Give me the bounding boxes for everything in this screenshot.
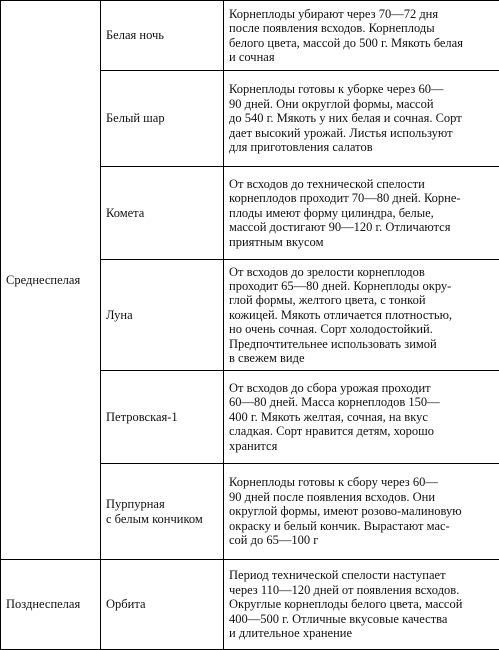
description-line: От всходов до технической спелости xyxy=(229,177,494,191)
description-line: до 540 г. Мякоть у них белая и сочная. Сорт xyxy=(229,111,494,125)
variety-name-cell xyxy=(101,167,224,260)
variety-description-cell xyxy=(224,1,499,71)
description-line: округлой формы, имеют розово-малиновую xyxy=(229,504,494,518)
variety-name: Белая ночь xyxy=(106,28,218,43)
variety-description-cell xyxy=(224,371,499,464)
description-line: сой до 65—100 г xyxy=(229,533,494,547)
variety-name-cell xyxy=(101,1,224,71)
description-line: глой формы, желтого цвета, с тонкой xyxy=(229,293,494,307)
description-line: и сочная xyxy=(229,50,494,64)
variety-name-cell xyxy=(101,260,224,371)
variety-description-cell xyxy=(224,167,499,260)
description-line: для приготовления салатов xyxy=(229,140,494,154)
description-line: 400 г. Мякоть желтая, сочная, на вкус xyxy=(229,410,494,424)
group-cell xyxy=(1,560,101,650)
description-line: Предпочтительнее использовать зимой xyxy=(229,337,494,351)
description-line: в свежем виде xyxy=(229,351,494,365)
variety-name-cell xyxy=(101,371,224,464)
group-label: Позднеспелая xyxy=(6,597,80,611)
description-line: проходит 65—80 дней. Корнеплоды окру- xyxy=(229,279,494,293)
variety-name: Белый шар xyxy=(106,111,218,126)
description-line: сладкая. Сорт нравится детям, хорошо xyxy=(229,424,494,438)
variety-name: Комета xyxy=(106,206,218,221)
description-line: кожицей. Мякоть отличается плотностью, xyxy=(229,308,494,322)
description-line: через 110—120 дней от появления всходов. xyxy=(229,583,494,597)
description-line: дает высокий урожай. Листья используют xyxy=(229,126,494,140)
description-line: Корнеплоды готовы к уборке через 60— xyxy=(229,82,494,96)
variety-name-cell xyxy=(101,560,224,650)
description-line: Корнеплоды убирают через 70—72 дня xyxy=(229,7,494,21)
description-line: Период технической спелости наступает xyxy=(229,568,494,582)
description-line: после появления всходов. Корнеплоды xyxy=(229,21,494,35)
description-line: Корнеплоды готовы к сбору через 60— xyxy=(229,475,494,489)
variety-name-cell xyxy=(101,464,224,560)
description-line: и длительное хранение xyxy=(229,626,494,640)
description-line: 400—500 г. Отличные вкусовые качества xyxy=(229,612,494,626)
description-line: Округлые корнеплоды белого цвета, массой xyxy=(229,597,494,611)
description-line: окраску и белый кончик. Вырастают мас- xyxy=(229,519,494,533)
variety-description-cell xyxy=(224,464,499,560)
description-line: плоды имеют форму цилиндра, белые, xyxy=(229,206,494,220)
variety-description-cell xyxy=(224,260,499,371)
variety-name: Орбита xyxy=(106,597,218,612)
description-line: 60—80 дней. Масса корнеплодов 150— xyxy=(229,395,494,409)
variety-name: Пурпурная с белым кончиком xyxy=(106,497,218,527)
group-label: Среднеспелая xyxy=(6,273,80,287)
variety-name: Луна xyxy=(106,308,218,323)
description-line: приятным вкусом xyxy=(229,235,494,249)
table-row xyxy=(1,560,499,650)
description-line: корнеплодов проходит 70—80 дней. Корне- xyxy=(229,191,494,205)
description-line: От всходов до зрелости корнеплодов xyxy=(229,265,494,279)
description-line: но очень сочная. Сорт холодостойкий. xyxy=(229,322,494,336)
description-line: хранится xyxy=(229,439,494,453)
variety-description-cell xyxy=(224,71,499,167)
table-row xyxy=(1,1,499,71)
variety-name: Петровская-1 xyxy=(106,410,218,425)
description-line: массой достигают 90—120 г. Отличаются xyxy=(229,220,494,234)
group-cell xyxy=(1,1,101,560)
description-line: 90 дней. Они округлой формы, массой xyxy=(229,97,494,111)
description-line: От всходов до сбора урожая проходит xyxy=(229,381,494,395)
variety-description-cell xyxy=(224,560,499,650)
description-line: белого цвета, массой до 500 г. Мякоть белая xyxy=(229,36,494,50)
description-line: 90 дней после появления всходов. Они xyxy=(229,490,494,504)
variety-name-cell xyxy=(101,71,224,167)
